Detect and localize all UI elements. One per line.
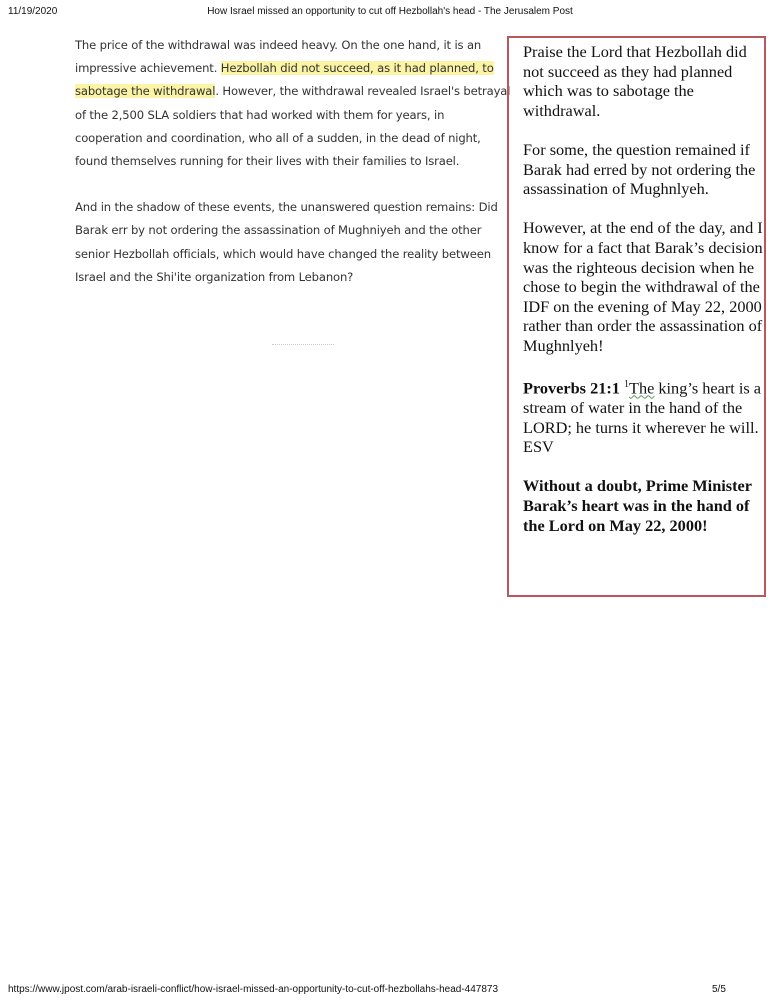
verse-number: 1: [624, 379, 629, 391]
text-segment: impressive achievement.: [75, 61, 221, 76]
commentary-box: [507, 36, 766, 597]
verse-reference: Proverbs 21:1: [523, 378, 620, 398]
text-line: [75, 80, 511, 103]
commentary-paragraph: Praise the Lord that Hezbollah did not succeed as they had planned which was to sabotage the withdrawal.: [523, 42, 747, 120]
verse-first-word: The: [629, 378, 655, 398]
text-line: senior Hezbollah officials, which would have changed the reality between: [75, 246, 491, 261]
text-line: Barak err by not ordering the assassination of Mughniyeh and the other: [75, 223, 482, 238]
print-url: https://www.jpost.com/arab-israeli-conflict/how-israel-missed-an-opportunity-to-cut-off-hezbollahs-head-447873: [8, 984, 499, 995]
text-segment: . However, the withdrawal revealed Israel's betrayal: [215, 84, 511, 99]
print-date: 11/19/2020: [8, 6, 58, 17]
text-line: Israel and the Shi'ite organization from Lebanon?: [75, 269, 354, 284]
text-line: cooperation and coordination, who all of a sudden, in the dead of night,: [75, 130, 481, 145]
text-line: [75, 57, 505, 80]
article-paragraph: [75, 34, 511, 173]
verse-text: king’s heart is a stream of water in the hand of the LORD; he turns it wherever he will. ESV: [523, 378, 762, 457]
commentary-conclusion: Without a doubt, Prime Minister Barak’s heart was in the hand of the Lord on May 22, 2000!: [523, 476, 752, 535]
article-paragraph: [75, 196, 505, 289]
commentary-paragraph: However, at the end of the day, and I know for a fact that Barak’s decision was the righteous decision when he chose to begin the withdrawal of the IDF on the evening of May 22, 2000 rather than order the assassination of Mughnlyeh!: [523, 218, 763, 355]
page-number: 5/5: [712, 984, 726, 995]
article-body: [75, 34, 511, 312]
commentary-paragraph: For some, the question remained if Barak had erred by not ordering the assassination of Mughnlyeh.: [523, 139, 756, 199]
text-line: found themselves running for their lives with their families to Israel.: [75, 154, 460, 169]
verse-paragraph: [523, 375, 764, 457]
print-title: How Israel missed an opportunity to cut off Hezbollah's head - The Jerusalem Post: [207, 6, 573, 17]
text-line: The price of the withdrawal was indeed heavy. On the one hand, it is an: [75, 38, 482, 52]
highlighted-text: Hezbollah did not succeed, as it had planned, to: [220, 61, 494, 76]
highlighted-text: sabotage the withdrawal: [75, 84, 216, 99]
text-line: And in the shadow of these events, the unanswered question remains: Did: [75, 200, 498, 215]
text-line: of the 2,500 SLA soldiers that had worked with them for years, in: [75, 107, 445, 122]
divider: [272, 344, 334, 345]
